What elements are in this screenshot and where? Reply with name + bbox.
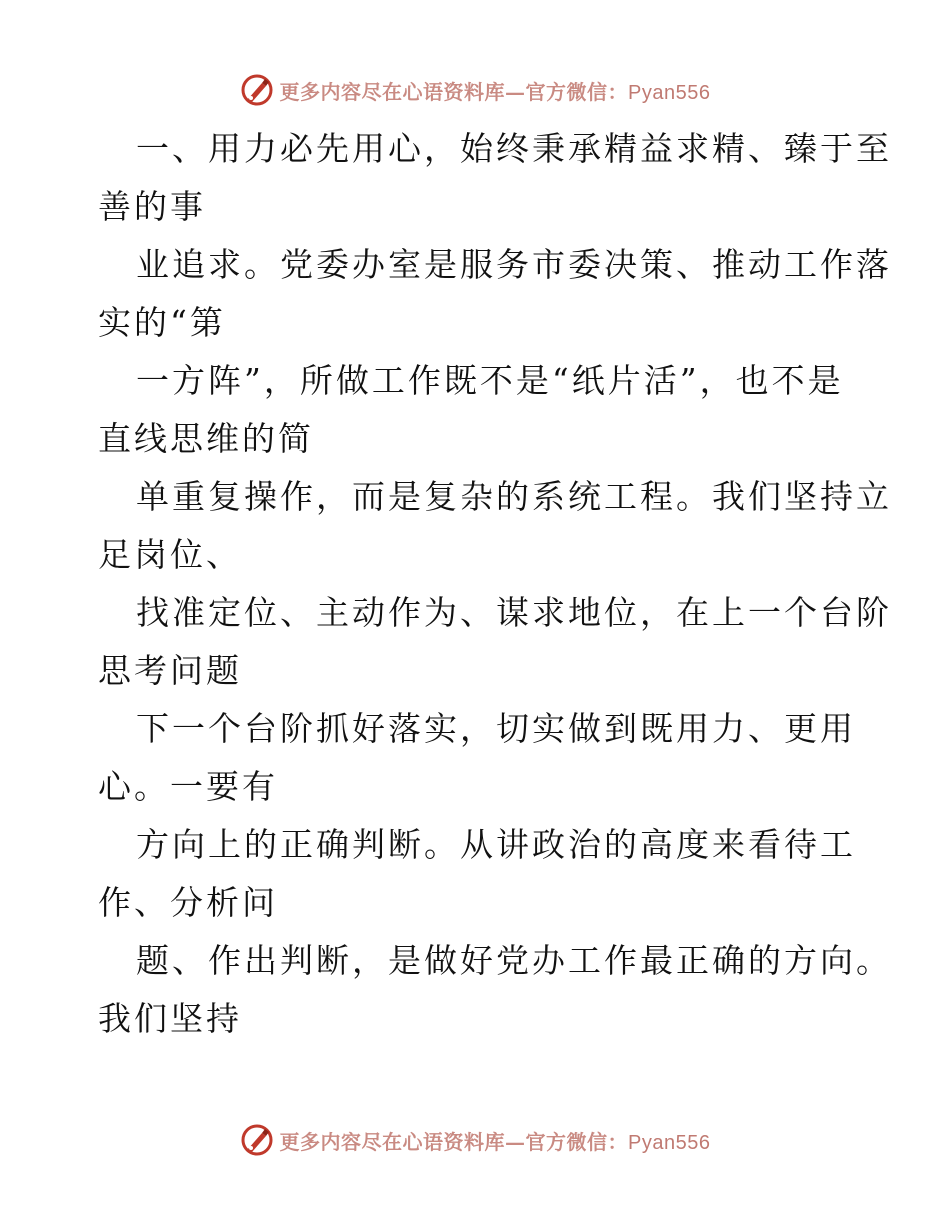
document-body bbox=[98, 120, 892, 1048]
paragraph-line: 业追求。党委办室是服务市委决策、推动工作落 bbox=[136, 245, 892, 284]
paragraph-line: 善的事 bbox=[98, 187, 206, 226]
header-banner-text: 更多内容尽在心语资料库—官方微信：Pyan556 bbox=[279, 79, 711, 104]
paragraph-line: 题、作出判断，是做好党办工作最正确的方向。 bbox=[136, 941, 892, 980]
paragraph-line: 直线思维的简 bbox=[98, 419, 314, 458]
paragraph bbox=[98, 236, 892, 352]
paragraph bbox=[98, 468, 892, 584]
header-wechat-id: Pyan556 bbox=[628, 81, 711, 104]
paragraph-line: 方向上的正确判断。从讲政治的高度来看待工 bbox=[136, 825, 856, 864]
paragraph bbox=[98, 120, 892, 236]
paragraph-line: 心。一要有 bbox=[98, 767, 278, 806]
paragraph bbox=[98, 932, 892, 1048]
footer-wechat-id: Pyan556 bbox=[628, 1131, 711, 1154]
paragraph-line: 一、用力必先用心，始终秉承精益求精、臻于至 bbox=[136, 129, 892, 168]
paragraph-line: 作、分析问 bbox=[98, 883, 278, 922]
paragraph-line: 找准定位、主动作为、谋求地位，在上一个台阶 bbox=[136, 593, 892, 632]
header-banner bbox=[0, 70, 950, 110]
paragraph-line: 单重复操作，而是复杂的系统工程。我们坚持立 bbox=[136, 477, 892, 516]
paragraph-line: 实的“第 bbox=[98, 303, 226, 342]
footer-banner-text: 更多内容尽在心语资料库—官方微信：Pyan556 bbox=[279, 1129, 711, 1154]
paragraph-line: 足岗位、 bbox=[98, 535, 242, 574]
paragraph-line: 下一个台阶抓好落实，切实做到既用力、更用 bbox=[136, 709, 856, 748]
footer-banner bbox=[0, 1120, 950, 1160]
paragraph-line: 思考问题 bbox=[98, 651, 242, 690]
pen-logo-icon bbox=[240, 73, 274, 107]
paragraph-line: 我们坚持 bbox=[98, 999, 242, 1038]
paragraph bbox=[98, 816, 858, 932]
paragraph-line: 一方阵”，所做工作既不是“纸片活”，也不是 bbox=[136, 361, 844, 400]
paragraph bbox=[98, 352, 858, 468]
paragraph bbox=[98, 700, 858, 816]
pen-logo-icon bbox=[240, 1123, 274, 1157]
paragraph bbox=[98, 584, 892, 700]
